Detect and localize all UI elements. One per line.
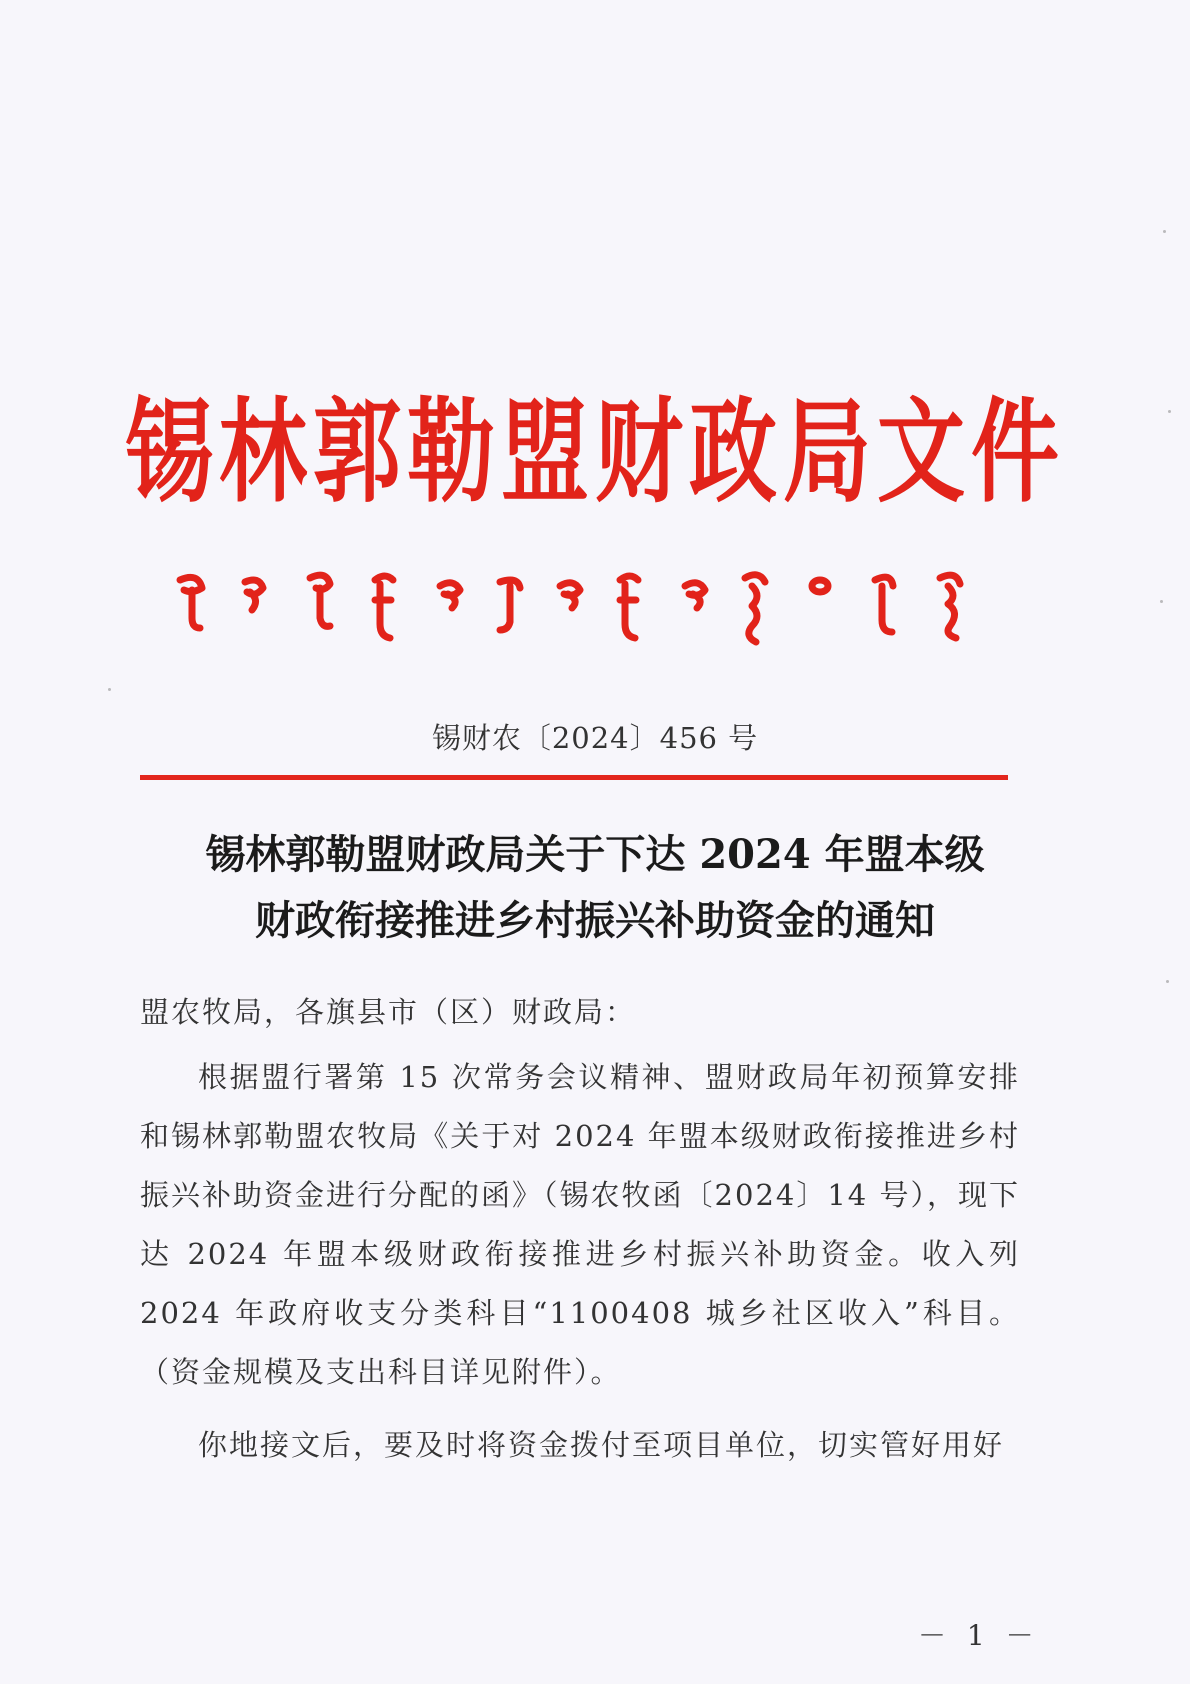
scan-speck [1163, 230, 1166, 233]
red-separator-rule [140, 775, 1008, 780]
page-number: － 1 － [918, 1619, 1040, 1652]
scan-speck [1168, 410, 1171, 413]
body-text [140, 1048, 1020, 1475]
body-paragraph-1: 根据盟行署第 15 次常务会议精神、盟财政局年初预算安排和锡林郭勒盟农牧局《关于对 2024 年盟本级财政衔接推进乡村振兴补助资金进行分配的函》（锡农牧函〔2024〕14 号），现下达 2024 年盟本级财政衔接推进乡村振兴补助资金。收入列 2024 年政府收支分类科目“1100408 城乡社区收入”科目。（资金规模及支出科目详见附件）。 [140, 1060, 1020, 1389]
body-paragraph-2: 你地接文后，要及时将资金拨付至项目单位，切实管好用好 [198, 1428, 1005, 1462]
document-number: 锡财农〔2024〕456 号 [431, 721, 759, 755]
document-title [120, 822, 1070, 954]
scan-speck [1160, 600, 1163, 603]
title-line-1: 锡林郭勒盟财政局关于下达 2024 年盟本级 [205, 831, 985, 878]
mongolian-script-name [170, 560, 990, 650]
masthead-title: 锡林郭勒盟财政局文件 [124, 384, 1065, 518]
scan-speck [1166, 980, 1169, 983]
title-line-2: 财政衔接推进乡村振兴补助资金的通知 [255, 897, 935, 944]
mongolian-script-glyphs [170, 560, 990, 650]
scan-speck [108, 688, 111, 691]
addressee: 盟农牧局，各旗县市（区）财政局： [140, 995, 637, 1029]
